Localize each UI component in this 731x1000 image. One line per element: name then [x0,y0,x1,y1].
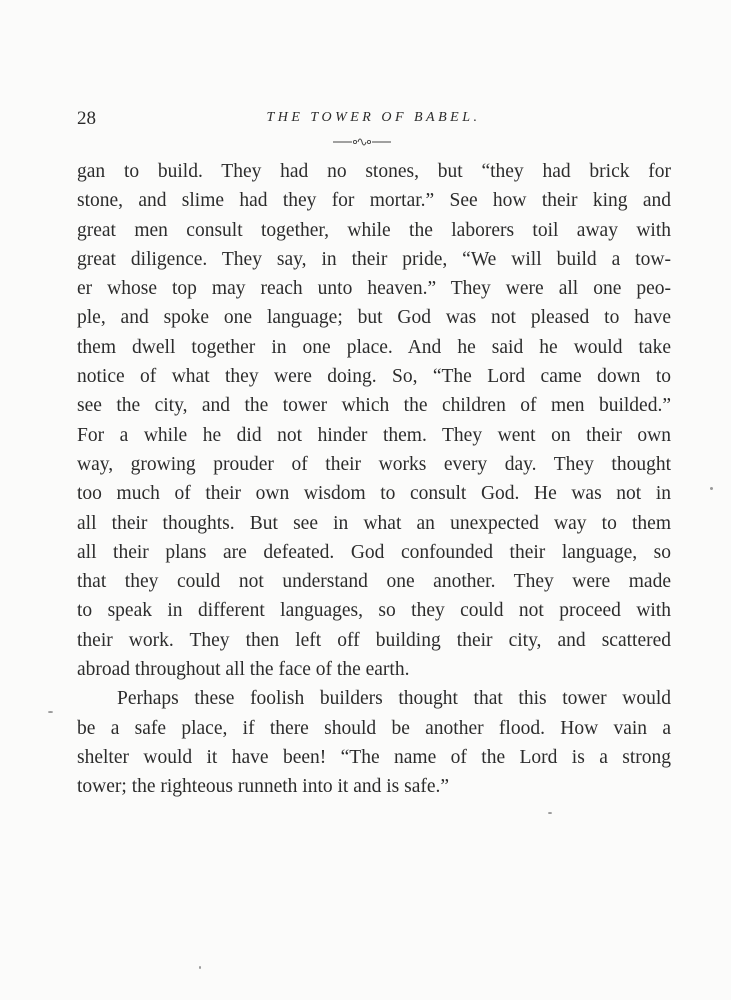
text-line: ple, and spoke one language; but God was not pleased to have [77,307,671,329]
text-line: notice of what they were doing. So, “The Lord came down to [77,366,671,388]
text-line: all their plans are defeated. God confounded their language, so [77,541,671,563]
page-number: 28 [77,108,96,129]
text-line: great men consult together, while the laborers toil away with [77,219,671,241]
text-line: them dwell together in one place. And he said he would take [77,336,671,358]
paper-speck [48,711,53,713]
page-header [77,108,670,132]
paper-speck [710,487,713,490]
text-line: their work. They then left off building their city, and scattered [77,629,671,651]
text-line: abroad throughout all the face of the earth. [77,659,410,681]
text-line: see the city, and the tower which the children of men builded.” [77,395,671,417]
text-line: way, growing prouder of their works every day. They thought [77,453,671,475]
text-line: tower; the righteous runneth into it and is safe.” [77,776,450,798]
text-line: be a safe place, if there should be another flood. How vain a [77,717,671,739]
body-text [77,157,671,802]
text-line: too much of their own wisdom to consult God. He was not in [77,483,671,505]
paper-speck [548,812,552,814]
text-line: For a while he did not hinder them. They went on their own [77,424,671,446]
ornamental-rule-icon [333,137,391,147]
text-line: all their thoughts. But see in what an unexpected way to them [77,512,671,534]
text-line: great diligence. They say, in their pride, “We will build a tow- [77,248,671,270]
text-line: that they could not understand one another. They were made [77,571,671,593]
running-title: THE TOWER OF BABEL. [266,110,481,125]
paper-speck [199,966,201,969]
text-line: to speak in different languages, so they could not proceed with [77,600,671,622]
text-line: stone, and slime had they for mortar.” See how their king and [77,190,671,212]
text-line: shelter would it have been! “The name of the Lord is a strong [77,746,671,768]
text-line: Perhaps these foolish builders thought that this tower would [117,688,671,710]
text-line: er whose top may reach unto heaven.” They were all one peo- [77,278,671,300]
text-line: gan to build. They had no stones, but “they had brick for [77,161,671,182]
